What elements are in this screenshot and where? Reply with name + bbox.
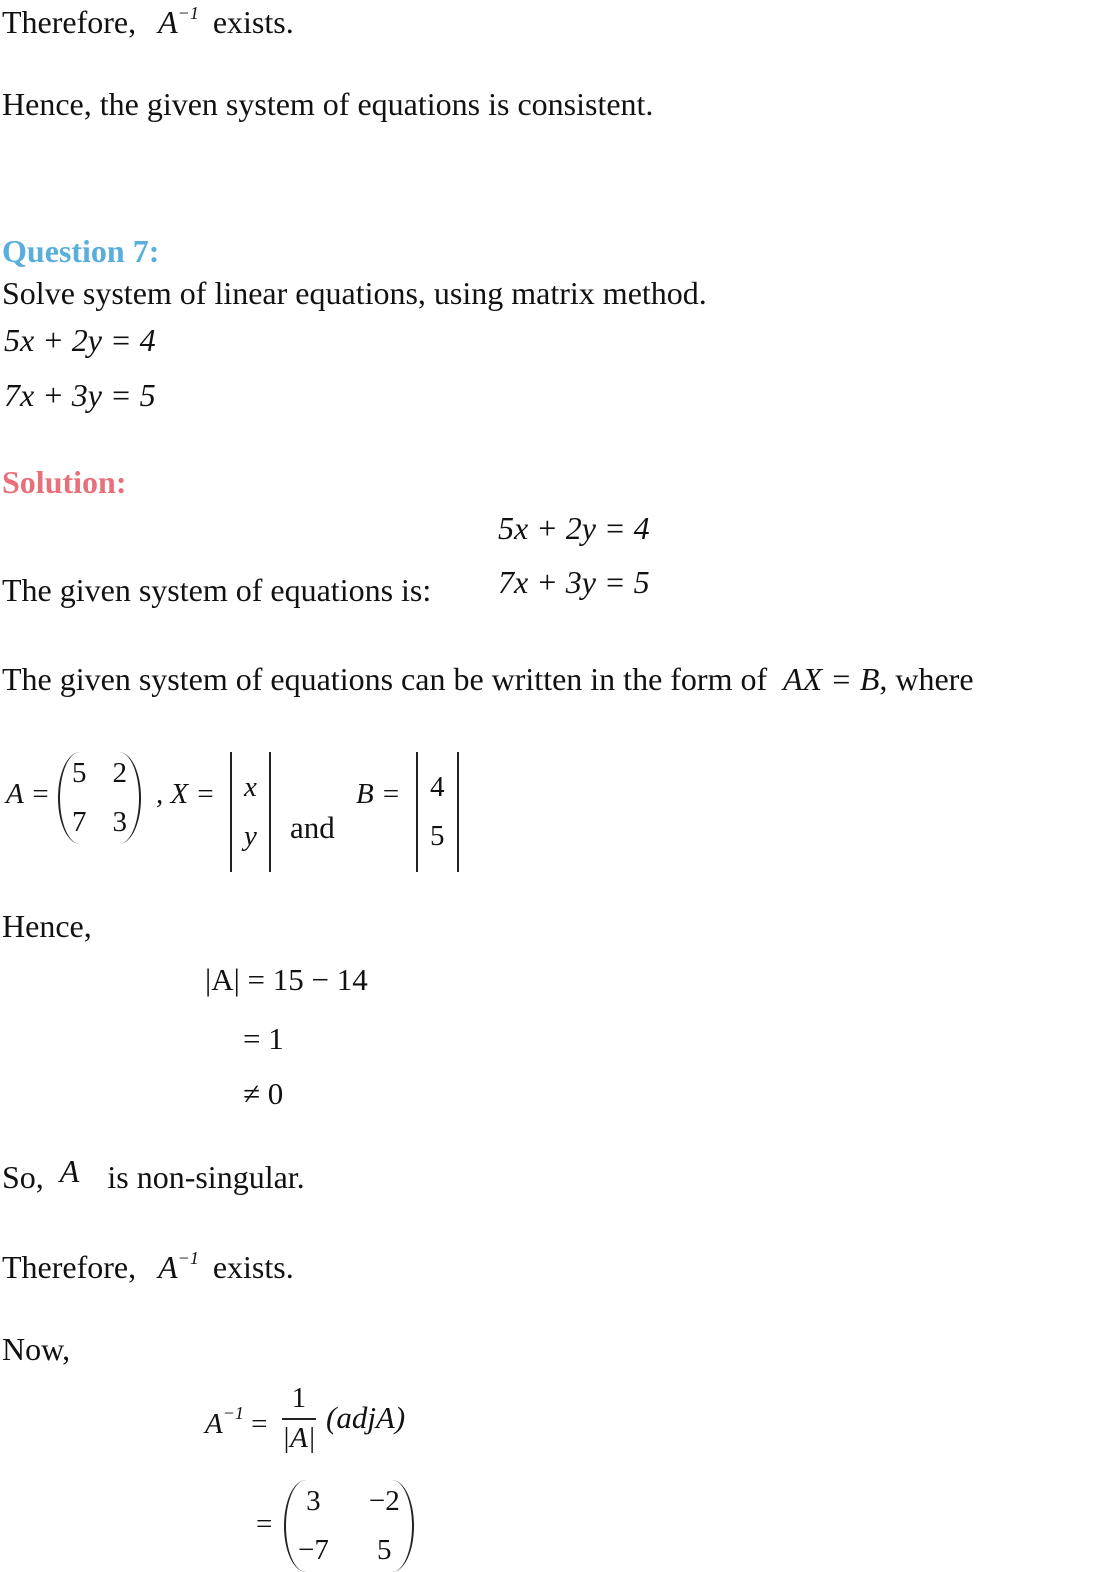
question-heading: Question 7:: [2, 233, 160, 269]
determinant-line-1: |A| = 15 − 14: [205, 962, 368, 997]
hence-label: Hence,: [2, 908, 92, 944]
a-label: A =: [6, 778, 51, 810]
determinant-line-3: ≠ 0: [243, 1076, 284, 1111]
consistent-statement: Hence, the given system of equations is consistent.: [2, 86, 654, 122]
fraction-one-over-det: $\frac{1}{|A|}$: [282, 1382, 316, 1454]
solution-heading: Solution:: [2, 464, 127, 500]
x-label: , X =: [156, 778, 216, 810]
inverse-result-matrix: 3 −2 −7 5: [284, 1480, 414, 1572]
given-equation-2: 7x + 3y = 5: [498, 564, 650, 600]
therefore-line-2: Therefore, $A^{-1}$ exists.: [2, 1248, 294, 1285]
result-equals: =: [256, 1508, 273, 1540]
and-word: and: [290, 810, 335, 845]
determinant-line-2: = 1: [243, 1021, 284, 1056]
question-prompt: Solve system of linear equations, using matrix method.: [2, 275, 707, 311]
matrix-b: 4 5: [416, 752, 459, 872]
form-statement: The given system of equations can be written in the form of AX = B, where: [2, 661, 974, 697]
a-inverse-symbol: $A^{-1}$: [158, 3, 199, 40]
now-label: Now,: [2, 1331, 71, 1367]
matrix-x: x y: [230, 752, 271, 872]
non-singular-statement: So, A is non-singular.: [2, 1153, 305, 1195]
given-label: The given system of equations is:: [2, 572, 432, 608]
inverse-lhs: $A^{-1}$ =: [205, 1403, 268, 1440]
question-equation-1: 5x + 2y = 4: [4, 322, 156, 358]
b-label: B =: [356, 778, 401, 810]
therefore-line-1: Therefore, $A^{-1}$ exists.: [2, 3, 294, 40]
adjoint-term: (adjA): [326, 1400, 406, 1435]
question-equation-2: 7x + 3y = 5: [4, 377, 156, 413]
given-equation-1: 5x + 2y = 4: [498, 510, 650, 546]
matrix-a: 5 2 7 3: [58, 752, 141, 844]
